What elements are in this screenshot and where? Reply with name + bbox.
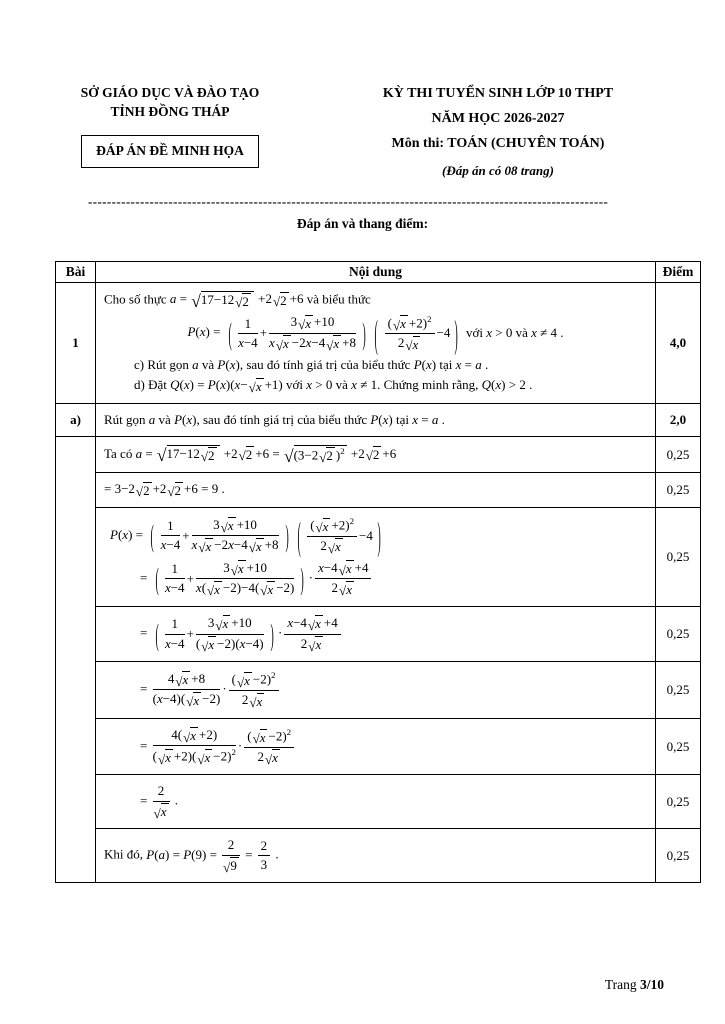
table-row [56, 829, 701, 883]
table-row [56, 283, 701, 404]
text-run: . [438, 411, 445, 427]
answer-scale-subtitle: Đáp án và thang điểm: [296, 216, 429, 231]
text-run: , sau đó tính giá trị của biểu thức [239, 357, 414, 373]
math-expression: = 4 √ x +8 (x−4)( √ x −2) · ( √ x −2)$^2$ 2 √ x [140, 681, 281, 696]
math-expression: Q(x) = P(x)(x− √ x +1) [170, 377, 283, 395]
column-header-noidung: Nội dung [96, 262, 656, 283]
score-cell: 0,25 [656, 606, 701, 661]
math-expression: Q(x) > 2 [481, 377, 526, 393]
page-count-note: (Đáp án có 08 trang) [442, 162, 554, 178]
department-name: SỞ GIÁO DỤC VÀ ĐÀO TẠO [80, 85, 260, 100]
text-run: và [198, 357, 218, 373]
text-run: . [272, 846, 279, 862]
content-cell [96, 606, 656, 661]
problem-cell: a) [56, 403, 96, 436]
text-run: với [462, 324, 487, 340]
page-number: 3/10 [639, 977, 664, 992]
answer-key-box: ĐÁP ÁN ĐỀ MINH HỌA [81, 135, 259, 168]
math-expression: P(x) [370, 411, 393, 427]
text-run: Rút gọn [104, 411, 149, 427]
content-line [104, 837, 647, 874]
header-left-block [50, 84, 290, 168]
math-expression: = ( $\frac{1}{x-4}$ + 3 √ x +10 ( √ x −2)(x−4) ) · x−4 √ x +4 2 √ x [140, 625, 343, 640]
text-run: tại [392, 411, 413, 427]
content-line [104, 377, 647, 395]
math-expression: = 4( √ x +2) ( √ x +2)( √ x −2)$^2$ · ( √ x −2)$^2$ 2 √ x [140, 738, 296, 753]
dashed-divider: -------------------------------------------------------------------------------------------------------------- [88, 194, 609, 209]
text-run: , sau đó tính giá trị của biểu thức [196, 411, 371, 427]
math-expression: x > 0 [486, 324, 513, 340]
page-label: Trang [604, 977, 640, 992]
math-expression: P(x) = ( $\frac{1}{x-4}$ + 3 √ x +10 x √ x −2x−4 √ x +8 ) ( ( √ x +2)$^2$ 2 √ x −4 ) [187, 310, 459, 357]
table-row [56, 473, 701, 508]
text-run: và [155, 411, 175, 427]
text-run: và biểu thức [303, 291, 371, 307]
math-expression: P(x) = ( $\frac{1}{x-4}$ + 3 √ x +10 x √ x −2x−4 √ x +8 ) ( ( √ x +2)$^2$ 2 √ x −4 ) [110, 512, 381, 559]
table-row [56, 403, 701, 436]
math-expression: = 2 √ x [140, 793, 172, 808]
content-cell [96, 662, 656, 719]
content-line [104, 291, 647, 310]
text-run: Cho số thực [104, 291, 170, 307]
math-expression: x ≠ 4 [531, 324, 558, 340]
content-cell [96, 473, 656, 508]
score-cell: 0,25 [656, 508, 701, 607]
score-cell: 0,25 [656, 718, 701, 775]
content-line [104, 310, 647, 357]
math-expression: x = a [455, 357, 482, 373]
problem-cell: 1 [56, 283, 96, 404]
page-footer [55, 977, 700, 993]
score-cell: 0,25 [656, 473, 701, 508]
table-row [56, 606, 701, 661]
table-row [56, 718, 701, 775]
content-cell [96, 718, 656, 775]
text-run: . [481, 357, 489, 373]
content-cell [96, 508, 656, 607]
text-run: . [557, 324, 564, 340]
text-run: với [282, 377, 307, 393]
text-run: Khi đó, [104, 846, 147, 862]
header-right-block [328, 84, 668, 180]
math-expression: = 3−2 √ 2 +2 √ 2 +6 = 9 [104, 481, 219, 500]
math-expression: x ≠ 1 [351, 377, 378, 393]
text-run: c) Rút gọn [134, 357, 193, 373]
math-expression: P(a) = P(9) = 2 √ 9 = $\frac{2}{3}$ [146, 847, 272, 862]
problem-cell [56, 436, 96, 883]
math-expression: P(x) [217, 357, 240, 373]
content-line [104, 445, 647, 465]
content-line [104, 560, 647, 598]
content-cell [96, 283, 656, 404]
math-expression: a = √ 17−12 √ 2 +2 √ 2 +6 [169, 290, 304, 311]
score-cell: 0,25 [656, 662, 701, 719]
score-cell: 0,25 [656, 829, 701, 883]
content-cell [96, 775, 656, 829]
text-run: . [171, 792, 179, 808]
math-expression: P(x) [413, 357, 437, 373]
province-name: TỈNH ĐỒNG THÁP [110, 103, 230, 119]
table-row [56, 775, 701, 829]
text-run: . Chứng minh rằng, [377, 377, 482, 393]
answer-table-body [56, 283, 701, 883]
text-run: Ta có [104, 445, 136, 461]
content-line [104, 727, 647, 767]
answer-table [55, 261, 701, 883]
exam-title: KỲ THI TUYỂN SINH LỚP 10 THPT [382, 86, 614, 101]
content-line [104, 412, 647, 428]
score-cell: 4,0 [656, 283, 701, 404]
math-expression: a [192, 357, 199, 373]
text-run: và [512, 324, 532, 340]
content-line [104, 670, 647, 710]
score-cell: 0,25 [656, 436, 701, 473]
content-cell [96, 829, 656, 883]
math-expression: P(x) [174, 411, 197, 427]
table-row [56, 508, 701, 607]
math-expression: x = a [412, 411, 439, 427]
math-expression: a [148, 411, 156, 427]
text-run: và [332, 377, 352, 393]
content-line [104, 512, 647, 559]
text-run: d) Đặt [134, 377, 171, 393]
content-line [104, 615, 647, 653]
subject-line: Môn thi: TOÁN (CHUYÊN TOÁN) [391, 136, 605, 152]
math-expression: a = √ 17−12 √ 2 +2 √ 2 +6 = √ (3−2 √ 2 )$^2$ +2 √ 2 +6 [135, 445, 397, 466]
content-line [104, 357, 647, 373]
text-run: . [525, 377, 533, 393]
content-cell [96, 403, 656, 436]
content-line [104, 481, 647, 499]
score-cell: 0,25 [656, 775, 701, 829]
column-header-bai: Bài [56, 262, 96, 283]
table-row [56, 436, 701, 473]
table-row [56, 662, 701, 719]
column-header-diem: Điểm [656, 262, 701, 283]
text-run: . [218, 481, 225, 497]
math-expression: = ( $\frac{1}{x-4}$ + 3 √ x +10 x( √ x −2)−4( √ x −2) ) · x−4 √ x +4 2 √ x [140, 570, 373, 585]
content-cell [96, 436, 656, 473]
math-expression: x > 0 [306, 377, 333, 393]
table-header-row [56, 262, 701, 283]
score-cell: 2,0 [656, 403, 701, 436]
school-year: NĂM HỌC 2026-2027 [431, 110, 565, 126]
text-run: tại [436, 357, 456, 373]
content-line [104, 783, 647, 820]
